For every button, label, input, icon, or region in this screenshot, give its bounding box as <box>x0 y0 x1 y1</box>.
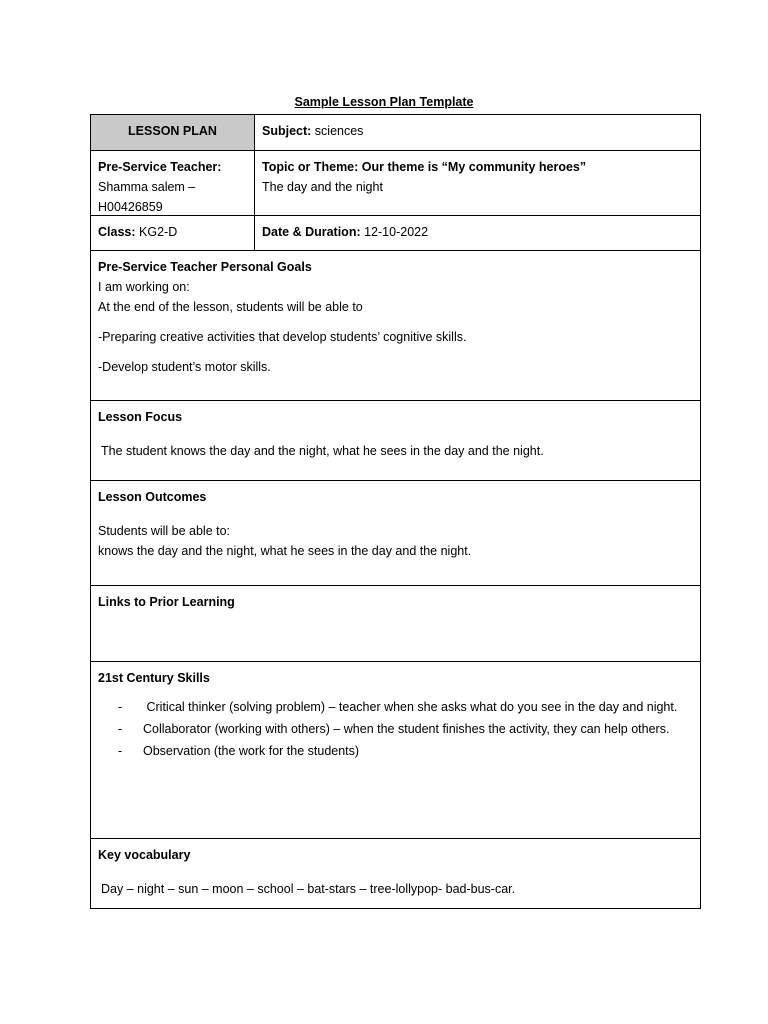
date-value: 12-10-2022 <box>364 225 429 239</box>
teacher-cell <box>91 151 255 215</box>
goals-line1: I am working on: <box>98 280 190 294</box>
vocab-cell <box>91 839 701 908</box>
bullet-dash: - <box>118 700 123 714</box>
prior-row <box>91 586 701 662</box>
focus-row <box>91 401 701 481</box>
teacher-label: Pre-Service Teacher: <box>98 160 222 174</box>
lesson-plan-table <box>90 114 701 909</box>
goals-row <box>91 251 701 401</box>
date-cell <box>255 216 701 250</box>
outcomes-line1: Students will be able to: <box>98 524 231 538</box>
topic-cell <box>255 151 701 215</box>
skills-list-item <box>98 696 693 718</box>
skills-row <box>91 662 701 839</box>
class-value: KG2-D <box>139 225 178 239</box>
outcomes-line2: knows the day and the night, what he sees in the day and the night. <box>98 544 472 558</box>
vocab-row <box>91 839 701 909</box>
subject-cell <box>255 115 701 150</box>
date-label: Date & Duration: <box>262 225 361 239</box>
skill-text: Collaborator (working with others) – when the student finishes the activity, they can help others. <box>143 722 670 736</box>
outcomes-heading: Lesson Outcomes <box>98 490 207 504</box>
goals-heading: Pre-Service Teacher Personal Goals <box>98 260 312 274</box>
topic-label: Topic or Theme: Our theme is “My community heroes” <box>262 160 587 174</box>
focus-heading: Lesson Focus <box>98 410 183 424</box>
header-row <box>91 115 701 151</box>
skill-text: Observation (the work for the students) <box>143 744 360 758</box>
goals-item2: -Develop student’s motor skills. <box>98 360 271 374</box>
teacher-name-line1: Shamma salem – <box>98 180 196 194</box>
class-label: Class: <box>98 225 136 239</box>
topic-value: The day and the night <box>262 180 383 194</box>
skills-list <box>98 696 693 762</box>
subject-value: sciences <box>314 124 364 138</box>
goals-line2: At the end of the lesson, students will be able to <box>98 300 363 314</box>
class-row <box>91 216 701 251</box>
skills-list-item <box>98 740 693 762</box>
skills-list-item <box>98 718 693 740</box>
teacher-name-line2: H00426859 <box>98 200 163 214</box>
skills-heading: 21st Century Skills <box>98 671 210 685</box>
vocab-text: Day – night – sun – moon – school – bat-stars – tree-lollypop- bad-bus-car. <box>101 882 516 896</box>
prior-heading: Links to Prior Learning <box>98 595 235 609</box>
focus-text: The student knows the day and the night, what he sees in the day and the night. <box>101 444 544 458</box>
class-cell <box>91 216 255 250</box>
skill-text: Critical thinker (solving problem) – teacher when she asks what do you see in the day and night. <box>143 700 678 714</box>
skills-cell <box>91 662 701 838</box>
goals-cell <box>91 251 701 400</box>
focus-cell <box>91 401 701 480</box>
vocab-heading: Key vocabulary <box>98 848 191 862</box>
bullet-dash: - <box>118 722 123 736</box>
lesson-plan-label: LESSON PLAN <box>91 115 255 150</box>
prior-cell <box>91 586 701 661</box>
goals-item1: -Preparing creative activities that develop students’ cognitive skills. <box>98 330 467 344</box>
outcomes-row <box>91 481 701 586</box>
teacher-row <box>91 151 701 216</box>
bullet-dash: - <box>118 744 123 758</box>
subject-label: Subject: <box>262 124 312 138</box>
document-title: Sample Lesson Plan Template <box>294 95 474 109</box>
outcomes-cell <box>91 481 701 585</box>
